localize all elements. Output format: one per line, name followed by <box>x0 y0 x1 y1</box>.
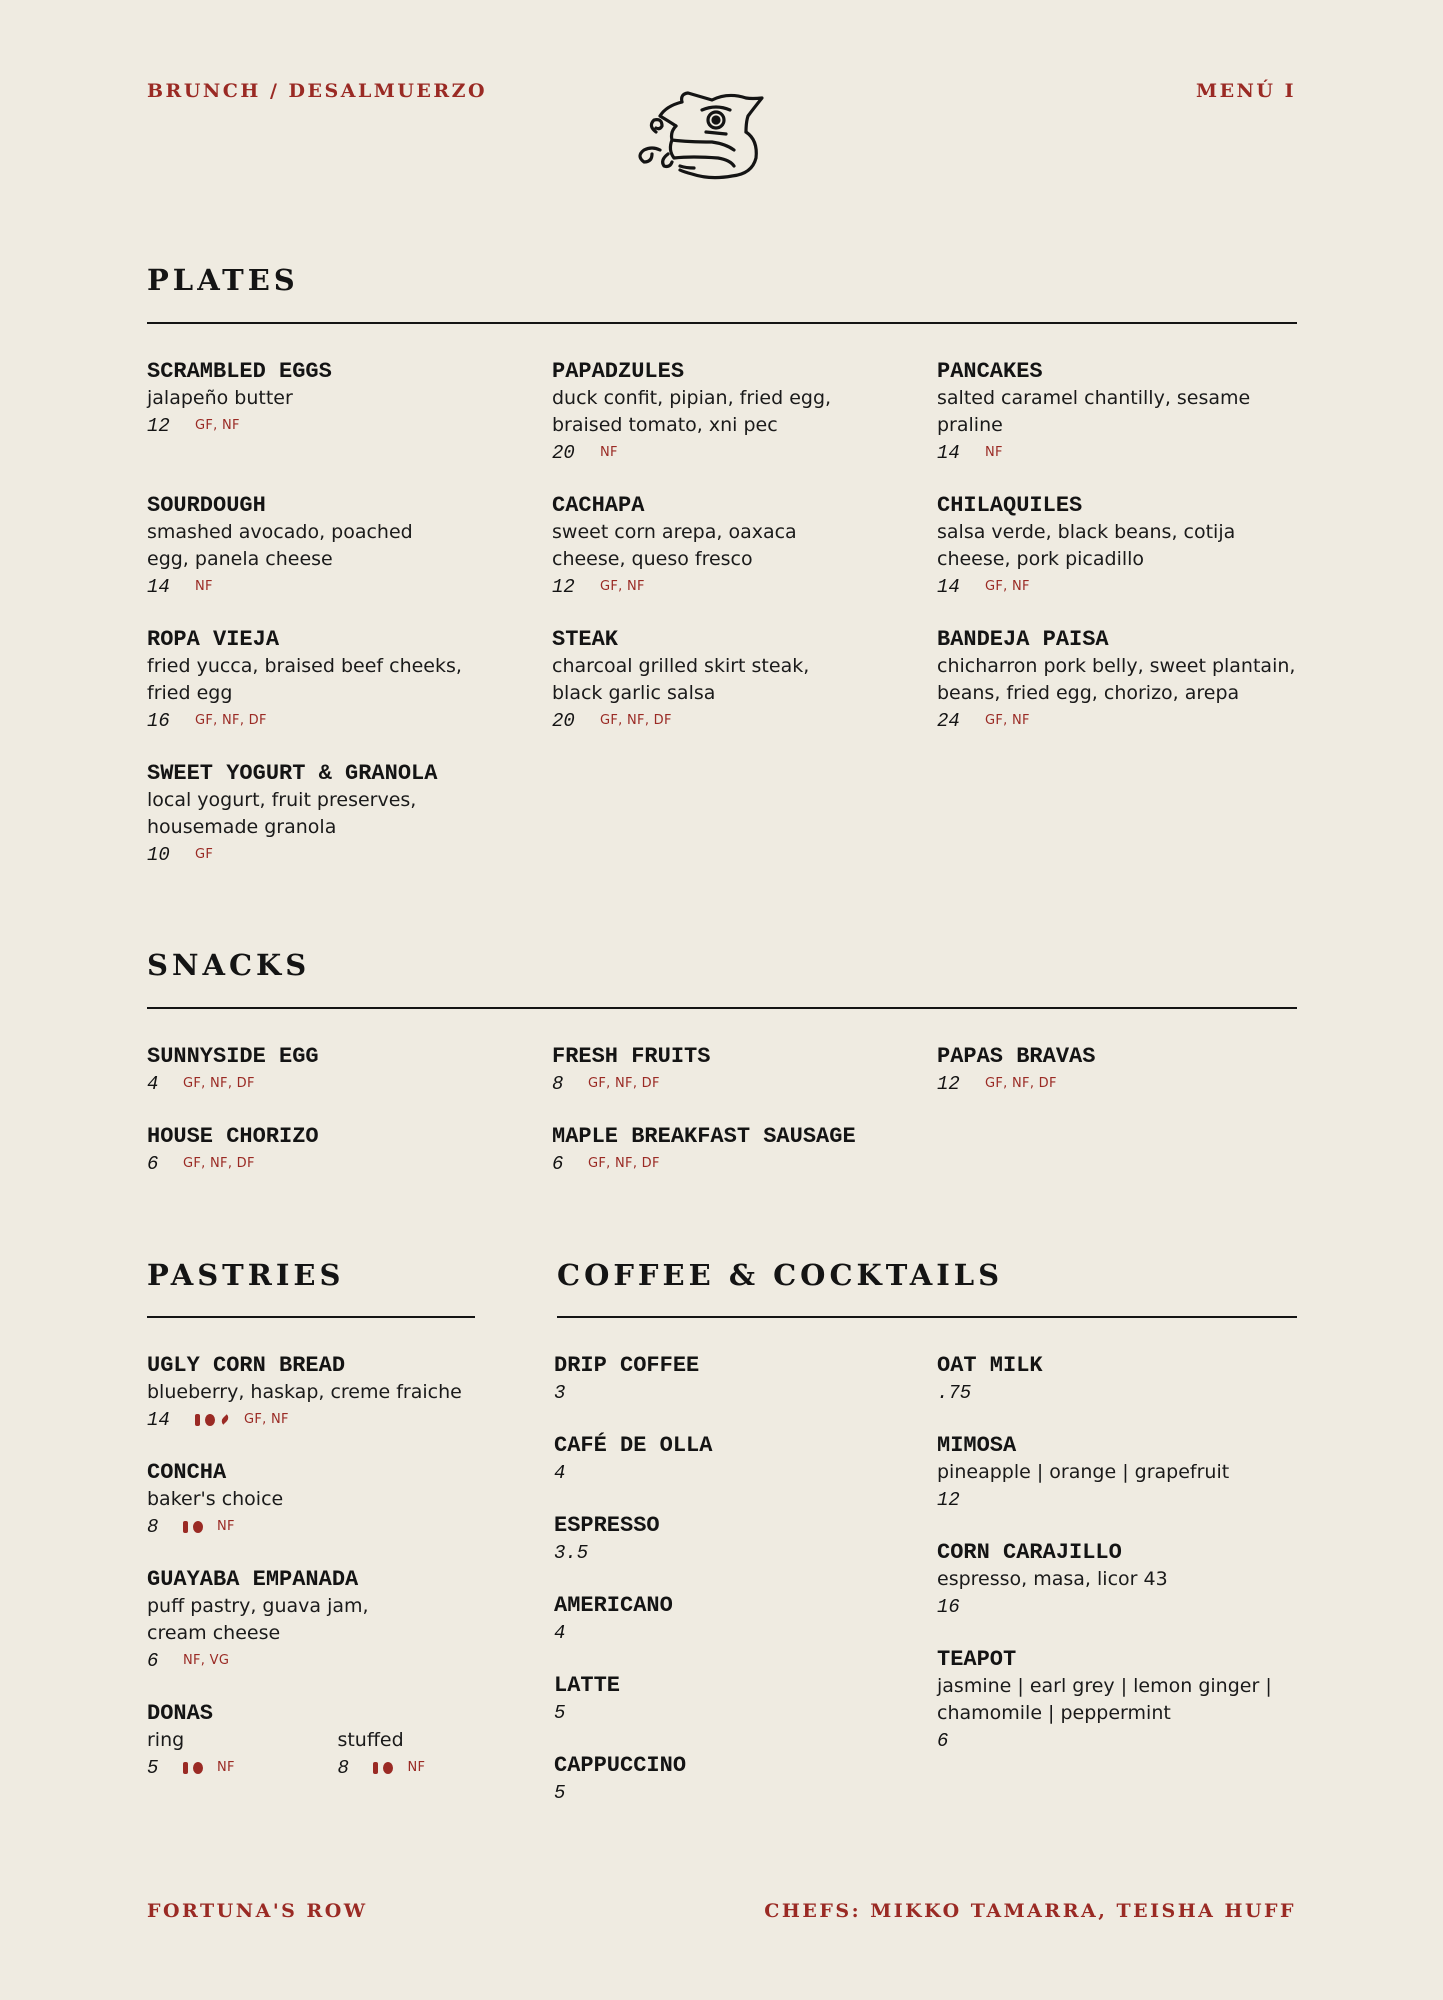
footer-restaurant: FORTUNA'S ROW <box>147 1900 368 1922</box>
item-tags: GF, NF, DF <box>195 713 267 728</box>
plate-sourdough <box>147 492 447 600</box>
item-name: ESPRESSO <box>554 1513 660 1538</box>
bottle-icon <box>183 1521 188 1533</box>
drink-corn-carajillo <box>937 1539 1277 1620</box>
item-name: CACHAPA <box>552 493 645 518</box>
item-tags: GF, NF, DF <box>183 1156 255 1171</box>
footer-chefs: CHEFS: MIKKO TAMARRA, TEISHA HUFF <box>764 1900 1296 1922</box>
item-name: CONCHA <box>147 1460 227 1485</box>
egg-icon <box>193 1762 203 1774</box>
item-name: PAPADZULES <box>552 359 685 384</box>
item-tags: NF <box>600 445 618 460</box>
coffee-title: COFFEE & COCKTAILS <box>557 1258 1004 1292</box>
item-price: 12 <box>552 575 575 598</box>
plate-bandeja-paisa <box>937 626 1317 734</box>
donas-stuffed <box>337 1727 425 1781</box>
item-price: 6 <box>937 1729 949 1752</box>
plate-sweet-yogurt-granola <box>147 760 467 868</box>
item-tags: GF <box>195 847 214 862</box>
plate-steak <box>552 626 852 734</box>
item-tags: GF, NF, DF <box>588 1156 660 1171</box>
jaguar-head-icon <box>622 88 780 184</box>
item-name: CAPPUCCINO <box>554 1753 687 1778</box>
drink-americano <box>554 1592 673 1646</box>
item-price: 6 <box>552 1152 564 1175</box>
item-price: 16 <box>937 1595 960 1618</box>
item-price: 8 <box>337 1756 349 1779</box>
item-tags: GF, NF, DF <box>588 1076 660 1091</box>
coffee-divider <box>557 1316 1297 1318</box>
item-tags: GF, NF <box>985 579 1030 594</box>
item-tags: GF, NF <box>244 1412 289 1427</box>
item-desc: chicharron pork belly, sweet plantain, beans, fried egg, chorizo, arepa <box>937 655 1296 704</box>
pastry-ugly-corn-bread <box>147 1352 487 1433</box>
item-price: 20 <box>552 441 575 464</box>
item-name: DONAS <box>147 1701 214 1726</box>
egg-icon <box>205 1414 215 1426</box>
header-right: MENÚ I <box>1196 80 1296 102</box>
item-name: CORN CARAJILLO <box>937 1540 1122 1565</box>
pastries-title: PASTRIES <box>147 1258 345 1292</box>
item-price: 5 <box>554 1701 566 1724</box>
item-price: 16 <box>147 709 170 732</box>
plate-cachapa <box>552 492 842 600</box>
item-name: OAT MILK <box>937 1353 1043 1378</box>
drink-teapot <box>937 1646 1297 1754</box>
item-tags: NF <box>217 1519 235 1534</box>
item-price: 14 <box>937 575 960 598</box>
snacks-divider <box>147 1007 1297 1009</box>
drink-espresso <box>554 1512 660 1566</box>
item-desc: duck confit, pipian, fried egg, braised tomato, xni pec <box>552 387 832 436</box>
item-name: PAPAS BRAVAS <box>937 1044 1096 1069</box>
item-price: 24 <box>937 709 960 732</box>
item-desc: stuffed <box>337 1729 404 1751</box>
item-desc: salsa verde, black beans, cotija cheese, pork picadillo <box>937 521 1236 570</box>
item-tags: GF, NF, DF <box>183 1076 255 1091</box>
snack-maple-breakfast-sausage <box>552 1123 856 1177</box>
item-name: FRESH FRUITS <box>552 1044 711 1069</box>
item-desc: puff pastry, guava jam, cream cheese <box>147 1595 369 1644</box>
item-name: SUNNYSIDE EGG <box>147 1044 319 1069</box>
item-name: MAPLE BREAKFAST SAUSAGE <box>552 1124 856 1149</box>
drink-oat-milk <box>937 1352 1043 1406</box>
bottle-icon <box>373 1762 378 1774</box>
egg-icon <box>383 1762 393 1774</box>
item-desc: espresso, masa, licor 43 <box>937 1568 1168 1590</box>
item-name: CHILAQUILES <box>937 493 1083 518</box>
drink-cafe-de-olla <box>554 1432 712 1486</box>
item-price: .75 <box>937 1381 972 1404</box>
plate-ropa-vieja <box>147 626 507 734</box>
bottle-icon <box>195 1414 200 1426</box>
egg-icon <box>193 1521 203 1533</box>
item-tags: NF <box>407 1760 426 1775</box>
item-price: 3.5 <box>554 1541 589 1564</box>
drink-latte <box>554 1672 620 1726</box>
item-price: 6 <box>147 1152 159 1175</box>
item-name: ROPA VIEJA <box>147 627 280 652</box>
item-tags: NF, VG <box>183 1653 230 1668</box>
item-name: BANDEJA PAISA <box>937 627 1109 652</box>
pastry-guayaba-empanada <box>147 1566 407 1674</box>
item-name: STEAK <box>552 627 619 652</box>
header-left: BRUNCH / DESALMUERZO <box>147 80 488 102</box>
item-desc: ring <box>147 1729 185 1751</box>
snack-sunnyside-egg <box>147 1043 319 1097</box>
item-price: 8 <box>552 1072 564 1095</box>
item-name: UGLY CORN BREAD <box>147 1353 346 1378</box>
item-tags: GF, NF <box>195 418 240 433</box>
item-desc: salted caramel chantilly, sesame praline <box>937 387 1251 436</box>
item-price: 14 <box>147 1408 170 1431</box>
item-tags: GF, NF <box>985 713 1030 728</box>
bottle-icon <box>183 1762 188 1774</box>
item-tags: GF, NF <box>600 579 645 594</box>
item-desc: baker's choice <box>147 1488 284 1510</box>
item-tags: NF <box>217 1760 235 1775</box>
pastries-divider <box>147 1316 475 1318</box>
item-price: 5 <box>554 1781 566 1804</box>
plates-title: PLATES <box>147 263 299 297</box>
item-desc: charcoal grilled skirt steak, black garlic salsa <box>552 655 810 704</box>
snack-fresh-fruits <box>552 1043 710 1097</box>
drink-mimosa <box>937 1432 1277 1513</box>
item-name: PANCAKES <box>937 359 1043 384</box>
item-desc: jalapeño butter <box>147 387 293 409</box>
plate-pancakes <box>937 358 1277 466</box>
item-tags: NF <box>195 579 213 594</box>
snack-papas-bravas <box>937 1043 1095 1097</box>
item-price: 14 <box>937 441 960 464</box>
drink-cappuccino <box>554 1752 686 1806</box>
plate-papadzules <box>552 358 892 466</box>
item-price: 8 <box>147 1515 159 1538</box>
item-price: 5 <box>147 1756 159 1779</box>
item-desc: jasmine | earl grey | lemon ginger | chamomile | peppermint <box>937 1675 1272 1724</box>
item-name: AMERICANO <box>554 1593 673 1618</box>
item-name: HOUSE CHORIZO <box>147 1124 319 1149</box>
item-desc: pineapple | orange | grapefruit <box>937 1461 1230 1483</box>
item-name: GUAYABA EMPANADA <box>147 1567 359 1592</box>
item-price: 12 <box>147 414 170 437</box>
item-desc: blueberry, haskap, creme fraiche <box>147 1381 462 1403</box>
item-name: DRIP COFFEE <box>554 1353 700 1378</box>
donas-ring <box>147 1727 333 1781</box>
item-price: 20 <box>552 709 575 732</box>
item-price: 12 <box>937 1488 960 1511</box>
plate-chilaquiles <box>937 492 1257 600</box>
plate-scrambled-eggs <box>147 358 507 439</box>
item-price: 3 <box>554 1381 566 1404</box>
item-price: 4 <box>147 1072 159 1095</box>
item-tags: GF, NF, DF <box>600 713 672 728</box>
snack-house-chorizo <box>147 1123 319 1177</box>
wheat-icon <box>220 1414 231 1425</box>
item-price: 4 <box>554 1621 566 1644</box>
snacks-title: SNACKS <box>147 948 311 982</box>
item-name: SCRAMBLED EGGS <box>147 359 332 384</box>
item-name: TEAPOT <box>937 1647 1017 1672</box>
pastry-concha <box>147 1459 447 1540</box>
item-price: 14 <box>147 575 170 598</box>
drink-drip-coffee <box>554 1352 699 1406</box>
plates-divider <box>147 322 1297 324</box>
item-desc: smashed avocado, poached egg, panela cheese <box>147 521 413 570</box>
item-desc: local yogurt, fruit preserves, housemade granola <box>147 789 417 838</box>
item-price: 12 <box>937 1072 960 1095</box>
pastry-donas <box>147 1700 487 1781</box>
item-name: SOURDOUGH <box>147 493 266 518</box>
item-desc: sweet corn arepa, oaxaca cheese, queso fresco <box>552 521 797 570</box>
item-desc: fried yucca, braised beef cheeks, fried egg <box>147 655 462 704</box>
item-name: LATTE <box>554 1673 621 1698</box>
item-name: MIMOSA <box>937 1433 1017 1458</box>
item-tags: NF <box>985 445 1003 460</box>
item-price: 4 <box>554 1461 566 1484</box>
item-price: 6 <box>147 1649 159 1672</box>
item-name: SWEET YOGURT & GRANOLA <box>147 761 438 786</box>
item-price: 10 <box>147 843 170 866</box>
item-name: CAFÉ DE OLLA <box>554 1433 713 1458</box>
item-tags: GF, NF, DF <box>985 1076 1057 1091</box>
